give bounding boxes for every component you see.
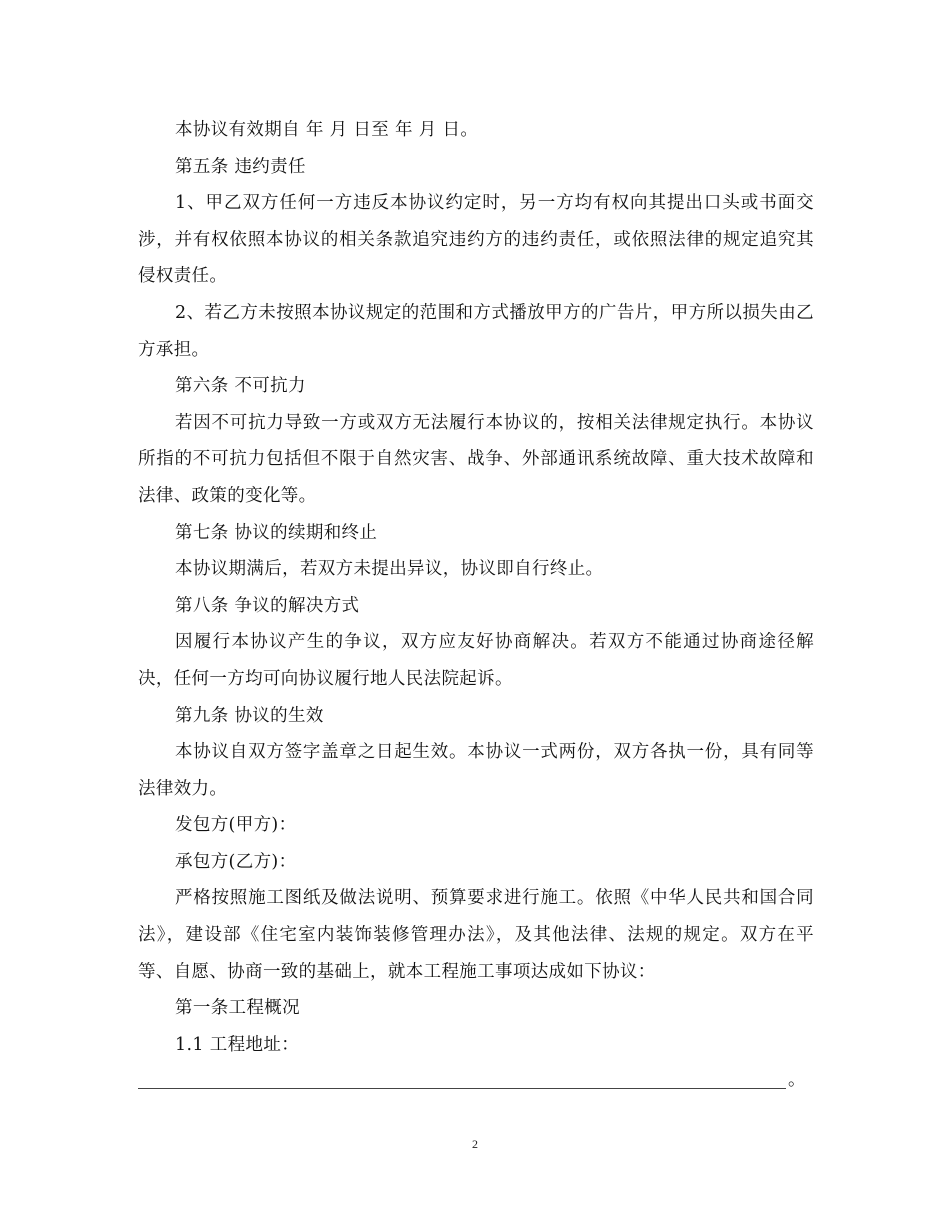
fill-line-end-mark: 。 — [788, 1070, 806, 1091]
fill-in-underline — [138, 1088, 786, 1089]
article-5-clause-2: 2、若乙方未按照本协议规定的范围和方式播放甲方的广告片，甲方所以损失由乙方承担。 — [138, 302, 814, 360]
article-6-heading: 第六条 不可抗力 — [175, 376, 306, 397]
article-8-heading: 第八条 争议的解决方式 — [175, 595, 360, 616]
article-5-heading: 第五条 违约责任 — [175, 156, 306, 177]
article-6-body: 若因不可抗力导致一方或双方无法履行本协议的，按相关法律规定执行。本协议所指的不可抗力包括但不限于自然灾害、战争、外部通讯系统故障、重大技术故障和法律、政策的变化等。 — [138, 412, 814, 506]
article-7-body: 本协议期满后，若双方未提出异议，协议即自行终止。 — [175, 559, 604, 580]
party-a-signature-line: 发包方(甲方)： — [175, 815, 297, 836]
article-1-heading: 第一条工程概况 — [175, 998, 300, 1019]
document-body — [138, 112, 814, 1099]
article-5-clause-1: 1、甲乙双方任何一方违反本协议约定时，另一方均有权向其提出口头或书面交涉，并有权依照本协议的相关条款追究违约方的违约责任，或依照法律的规定追究其侵权责任。 — [138, 193, 814, 287]
party-b-signature-line: 承包方(乙方)： — [175, 851, 297, 872]
validity-period-paragraph: 本协议有效期自 年 月 日至 年 月 日。 — [175, 120, 479, 140]
page-number: 2 — [472, 1137, 478, 1151]
article-8-body: 因履行本协议产生的争议，双方应友好协商解决。若双方不能通过协商途径解决，任何一方均可向协议履行地人民法院起诉。 — [138, 632, 814, 689]
project-address-fill-line — [138, 1063, 814, 1099]
article-9-body: 本协议自双方签字盖章之日起生效。本协议一式两份，双方各执一份，具有同等法律效力。 — [138, 742, 814, 799]
project-address-label: 1.1 工程地址： — [175, 1034, 300, 1055]
article-9-heading: 第九条 协议的生效 — [175, 705, 324, 726]
article-7-heading: 第七条 协议的续期和终止 — [175, 522, 378, 543]
construction-agreement-preamble: 严格按照施工图纸及做法说明、预算要求进行施工。依照《中华人民共和国合同法》，建设部《住宅室内装饰装修管理办法》，及其他法律、法规的规定。双方在平等、自愿、协商一致的基础上，就本工程施工事项达成如下协议： — [138, 888, 814, 982]
